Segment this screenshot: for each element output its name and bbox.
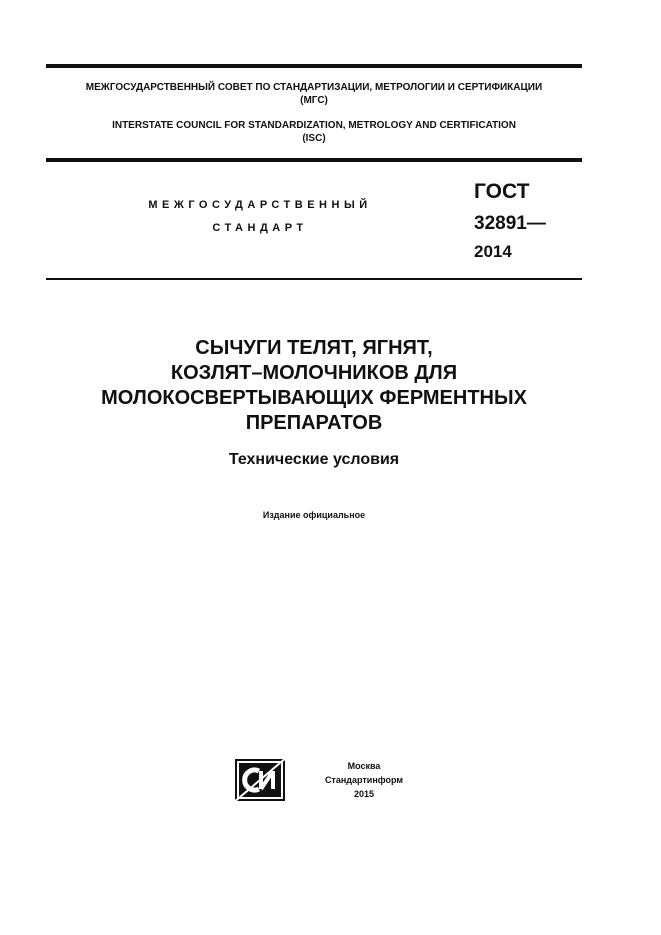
standard-bottom-rule xyxy=(46,278,582,280)
document-subtitle: Технические условия xyxy=(228,451,400,468)
gost-label: ГОСТ xyxy=(474,180,530,203)
standard-label-line2: СТАНДАРТ xyxy=(212,222,308,234)
publisher-city: Москва xyxy=(347,761,381,771)
gost-number: 32891— xyxy=(474,213,546,234)
publisher-block xyxy=(314,759,414,801)
publisher-year: 2015 xyxy=(353,789,375,799)
council-ru-line2: (МГС) xyxy=(300,95,328,106)
council-ru-line1: МЕЖГОСУДАРСТВЕННЫЙ СОВЕТ ПО СТАНДАРТИЗАЦИИ, МЕТРОЛОГИИ И СЕРТИФИКАЦИИ xyxy=(85,82,543,93)
publisher-name: Стандартинформ xyxy=(324,775,404,785)
top-rule xyxy=(46,64,582,68)
council-en-header xyxy=(46,119,582,145)
document-title xyxy=(46,336,582,436)
title-line2: КОЗЛЯТ–МОЛОЧНИКОВ ДЛЯ xyxy=(170,362,458,384)
gost-year: 2014 xyxy=(474,242,512,261)
standard-label-line1: МЕЖГОСУДАРСТВЕННЫЙ xyxy=(148,199,372,211)
title-line1: СЫЧУГИ ТЕЛЯТ, ЯГНЯТ, xyxy=(195,337,433,359)
edition-note: Издание официальное xyxy=(262,510,366,520)
title-line4: ПРЕПАРАТОВ xyxy=(245,412,383,434)
council-en-line2: (ISC) xyxy=(302,133,326,144)
council-en-line1: INTERSTATE COUNCIL FOR STANDARDIZATION, METROLOGY AND CERTIFICATION xyxy=(112,120,516,131)
title-line3: МОЛОКОСВЕРТЫВАЮЩИХ ФЕРМЕНТНЫХ xyxy=(101,387,527,409)
council-bottom-rule xyxy=(46,158,582,162)
standartinform-logo-icon xyxy=(233,757,287,803)
council-ru-header xyxy=(46,81,582,107)
